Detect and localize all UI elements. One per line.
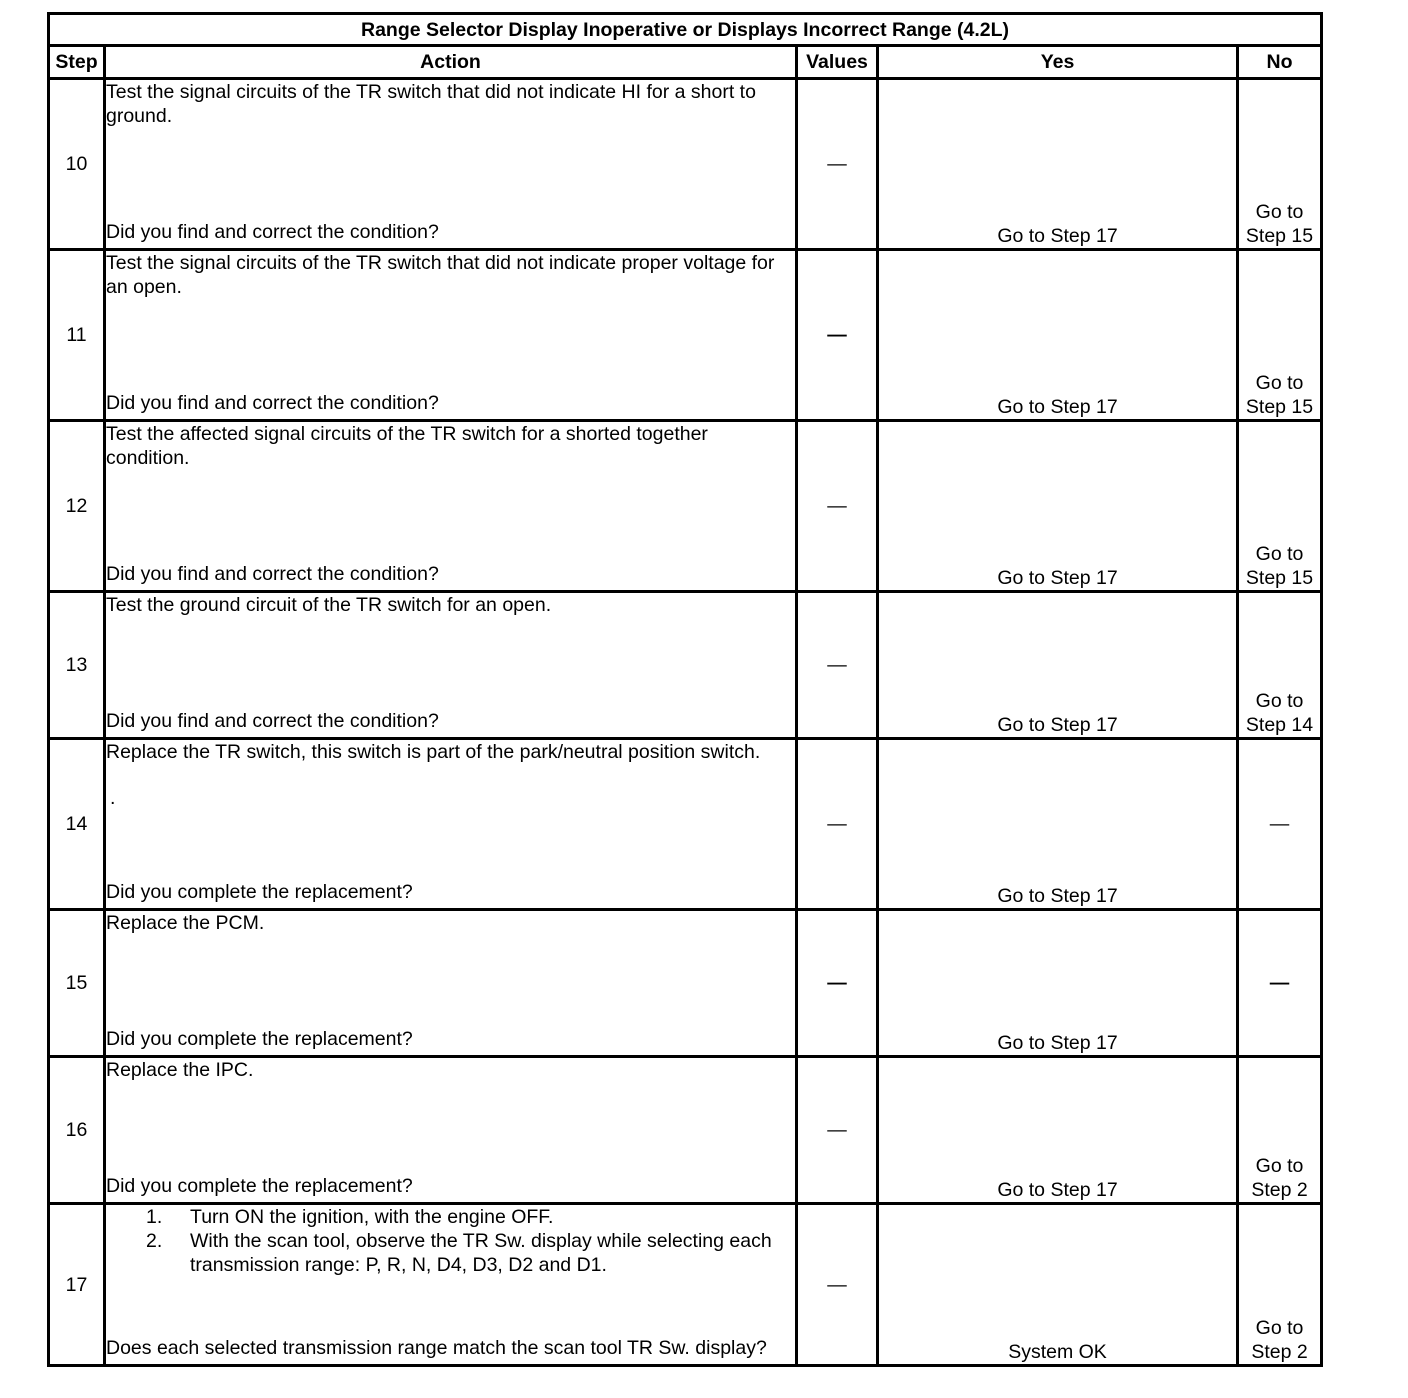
- yes-cell: Go to Step 17: [878, 592, 1238, 739]
- table-row: [49, 421, 1322, 592]
- action-cell: [105, 250, 797, 421]
- action-cell: [105, 1204, 797, 1366]
- action-question: Did you complete the replacement?: [106, 1175, 413, 1197]
- action-instruction: Replace the PCM.: [106, 912, 265, 934]
- list-item-text: Turn ON the ignition, with the engine OFF.: [190, 1206, 554, 1228]
- no-cell: Go to Step 2: [1238, 1204, 1322, 1366]
- values-dash: —: [827, 153, 847, 175]
- no-cell: [1238, 910, 1322, 1057]
- values-dash: —: [827, 324, 847, 346]
- list-item-number: 1.: [146, 1206, 163, 1228]
- action-cell: [105, 910, 797, 1057]
- header-step: Step: [49, 46, 105, 79]
- header-values: Values: [797, 46, 878, 79]
- step-number: 10: [49, 79, 105, 250]
- table-row: [49, 739, 1322, 910]
- yes-cell: Go to Step 17: [878, 910, 1238, 1057]
- yes-cell: Go to Step 17: [878, 421, 1238, 592]
- no-cell: Go to Step 15: [1238, 250, 1322, 421]
- values-cell: [797, 592, 878, 739]
- table-row: [49, 79, 1322, 250]
- step-number: 11: [49, 250, 105, 421]
- values-cell: [797, 739, 878, 910]
- action-instruction: Replace the IPC.: [106, 1059, 254, 1081]
- action-question: Does each selected transmission range match the scan tool TR Sw. display?: [106, 1337, 767, 1359]
- action-question: Did you find and correct the condition?: [106, 221, 439, 243]
- action-question: Did you find and correct the condition?: [106, 392, 439, 414]
- yes-cell: Go to Step 17: [878, 250, 1238, 421]
- action-question: Did you find and correct the condition?: [106, 710, 439, 732]
- values-dash: —: [827, 813, 847, 835]
- table-row: [49, 1057, 1322, 1204]
- yes-cell: Go to Step 17: [878, 1057, 1238, 1204]
- values-dash: —: [827, 1273, 847, 1296]
- values-dash: —: [827, 1119, 847, 1141]
- list-item-text: With the scan tool, observe the TR Sw. display while selecting each transmission range: P, R, N, D4, D3, D2 and D1.: [190, 1230, 772, 1276]
- values-cell: [797, 250, 878, 421]
- yes-cell: System OK: [878, 1204, 1238, 1366]
- action-cell: [105, 1057, 797, 1204]
- action-cell: [105, 79, 797, 250]
- action-cell: [105, 592, 797, 739]
- action-instruction: Replace the TR switch, this switch is part of the park/neutral position switch.: [106, 741, 761, 763]
- step-number: 17: [49, 1204, 105, 1366]
- yes-cell: Go to Step 17: [878, 79, 1238, 250]
- action-instruction: Test the affected signal circuits of the TR switch for a shorted together condition.: [106, 423, 708, 469]
- action-extra: .: [110, 787, 116, 809]
- action-instruction: Test the signal circuits of the TR switch that did not indicate HI for a short to ground.: [106, 81, 756, 127]
- no-cell: Go to Step 15: [1238, 79, 1322, 250]
- action-question: Did you complete the replacement?: [106, 1028, 413, 1050]
- no-cell: Go to Step 2: [1238, 1057, 1322, 1204]
- header-yes: Yes: [878, 46, 1238, 79]
- values-dash: —: [827, 495, 847, 517]
- no-cell: Go to Step 15: [1238, 421, 1322, 592]
- list-item: [106, 1229, 795, 1277]
- step-number: 13: [49, 592, 105, 739]
- values-cell: [797, 421, 878, 592]
- no-dash: —: [1269, 813, 1290, 835]
- step-number: 14: [49, 739, 105, 910]
- action-instruction: Test the ground circuit of the TR switch for an open.: [106, 594, 552, 616]
- yes-cell: Go to Step 17: [878, 739, 1238, 910]
- header-no: No: [1238, 46, 1322, 79]
- values-cell: [797, 1204, 878, 1366]
- table-row: [49, 910, 1322, 1057]
- values-cell: [797, 1057, 878, 1204]
- step-number: 15: [49, 910, 105, 1057]
- values-cell: [797, 910, 878, 1057]
- table-row: [49, 250, 1322, 421]
- action-instruction: Test the signal circuits of the TR switch that did not indicate proper voltage for an open.: [106, 252, 775, 298]
- values-dash: —: [827, 972, 847, 994]
- table-row: [49, 1204, 1322, 1366]
- values-cell: [797, 79, 878, 250]
- table-title: Range Selector Display Inoperative or Displays Incorrect Range (4.2L): [49, 14, 1322, 46]
- values-dash: —: [827, 654, 847, 676]
- step-number: 16: [49, 1057, 105, 1204]
- action-cell: [105, 739, 797, 910]
- list-item: [106, 1205, 795, 1229]
- list-item-number: 2.: [146, 1230, 163, 1252]
- no-dash: —: [1269, 972, 1290, 994]
- table-row: [49, 592, 1322, 739]
- header-action: Action: [105, 46, 797, 79]
- action-cell: [105, 421, 797, 592]
- diagnostic-table: [47, 12, 1323, 1367]
- procedure-list: [106, 1205, 795, 1277]
- action-question: Did you complete the replacement?: [106, 881, 413, 903]
- step-number: 12: [49, 421, 105, 592]
- no-cell: [1238, 739, 1322, 910]
- action-question: Did you find and correct the condition?: [106, 563, 439, 585]
- no-cell: Go to Step 14: [1238, 592, 1322, 739]
